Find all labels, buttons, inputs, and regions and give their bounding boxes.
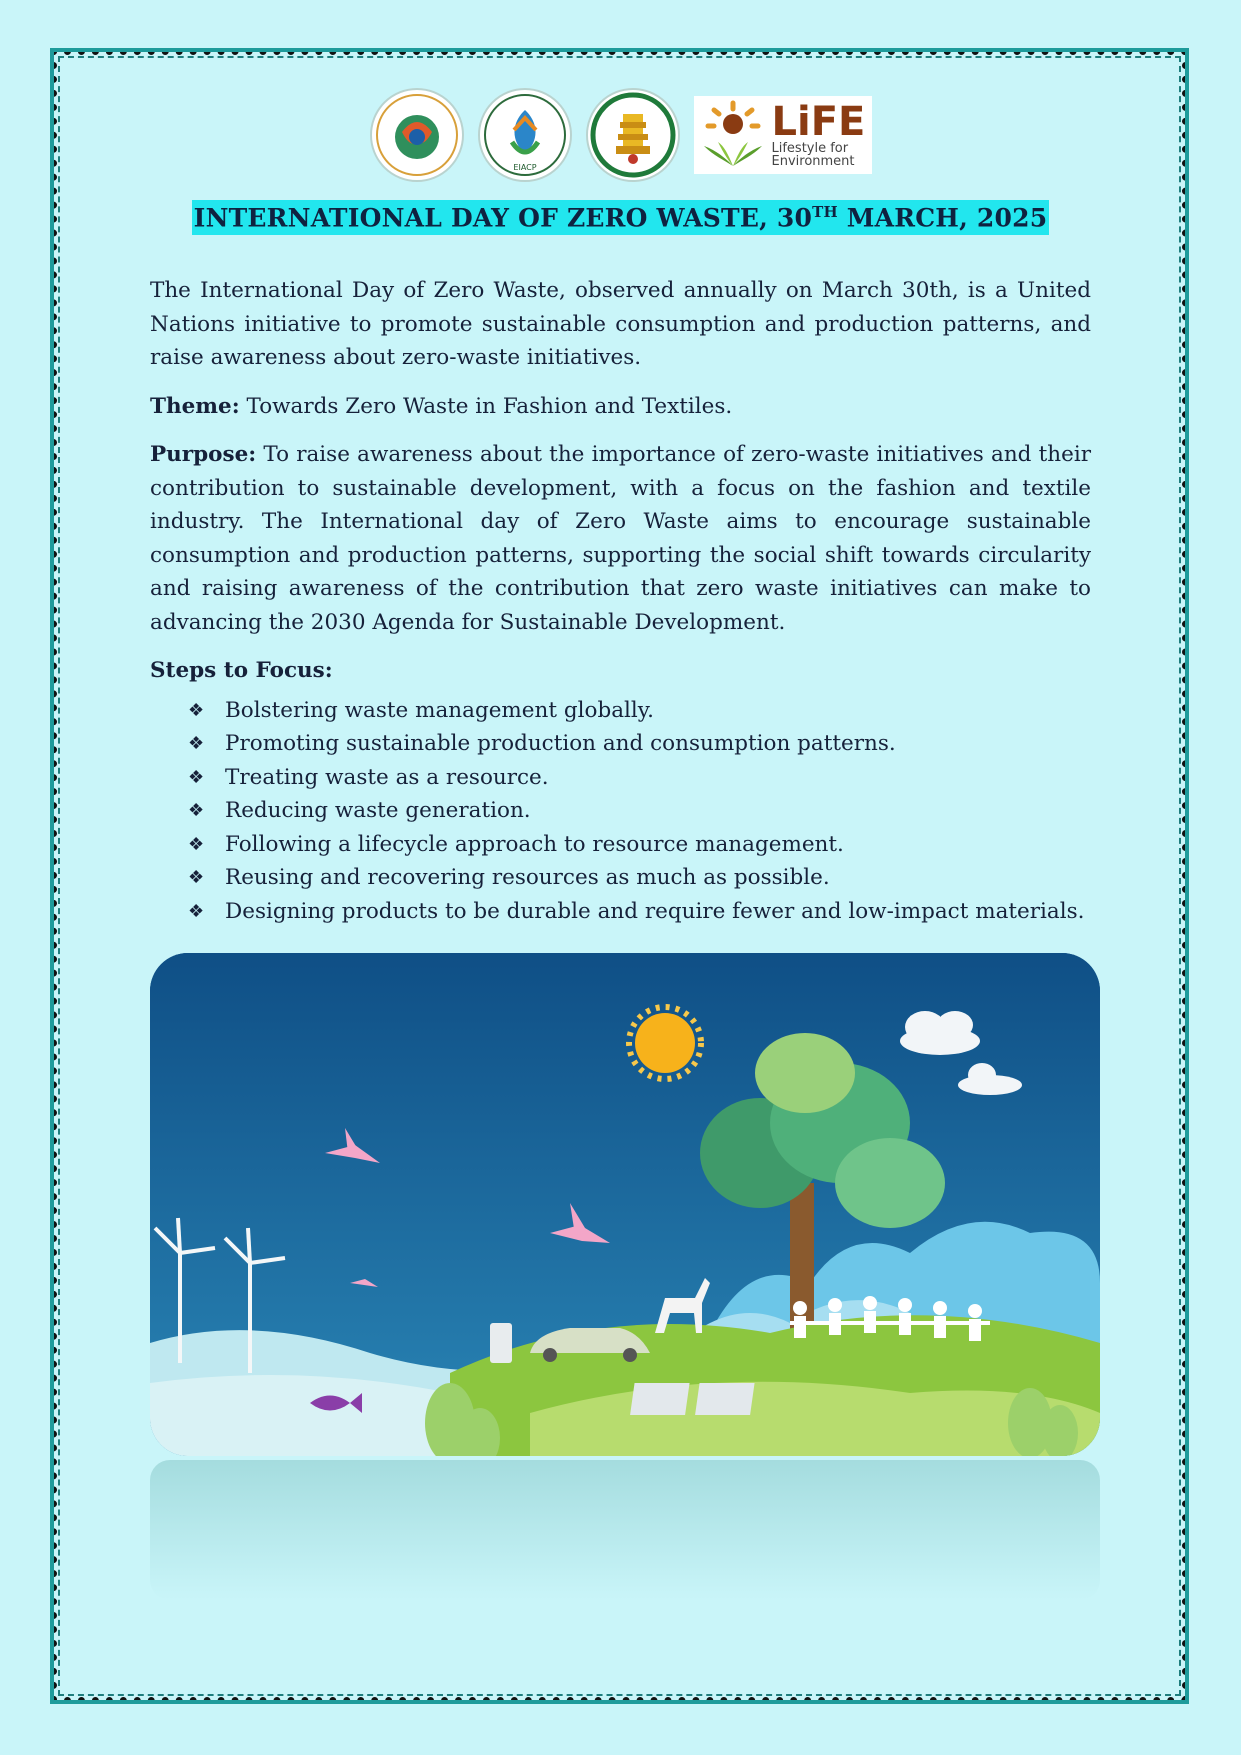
steps-heading: Steps to Focus: <box>150 658 333 683</box>
list-item: ❖ Bolstering waste management globally. <box>188 694 1091 728</box>
list-item: ❖ Reusing and recovering resources as much as possible. <box>188 861 1091 895</box>
list-item: ❖ Treating waste as a resource. <box>188 761 1091 795</box>
life-logo-line1: Lifestyle for <box>771 141 849 156</box>
list-item: ❖ Designing products to be durable and require fewer and low-impact materials. <box>188 895 1091 929</box>
diamond-bullet-icon: ❖ <box>188 766 205 788</box>
theme-paragraph <box>150 390 1091 424</box>
life-logo-line2: Environment <box>771 154 855 169</box>
marine-conservation-seal-icon <box>370 88 464 182</box>
diamond-bullet-icon: ❖ <box>188 867 205 888</box>
life-logo-title: LiFE <box>771 99 866 145</box>
list-item: ❖ Reducing waste generation. <box>188 794 1091 828</box>
purpose-paragraph <box>150 438 1091 639</box>
title-main: INTERNATIONAL DAY OF ZERO WASTE, 30 <box>193 203 813 233</box>
list-item: ❖ Promoting sustainable production and consumption patterns. <box>188 727 1091 761</box>
diamond-bullet-icon: ❖ <box>188 699 205 721</box>
diamond-bullet-icon: ❖ <box>188 900 205 922</box>
title-superscript: TH <box>812 203 838 221</box>
steps-list <box>150 694 1091 929</box>
title-suffix: MARCH, 2025 <box>837 203 1048 233</box>
diamond-bullet-icon: ❖ <box>188 833 205 855</box>
svg-text:EIACP: EIACP <box>512 163 537 172</box>
theme-text: Towards Zero Waste in Fashion and Textiles. <box>239 393 733 419</box>
logo-row <box>0 88 1241 182</box>
page-title-wrap <box>0 200 1241 235</box>
theme-label: Theme: <box>150 393 240 419</box>
intro-paragraph: The International Day of Zero Waste, observed annually on March 30th, is a United Nations initiative to promote sustainable consumption and production patterns, and raise awareness about zero-waste initiatives. <box>150 278 1091 370</box>
list-item: ❖ Following a lifecycle approach to resource management. <box>188 828 1091 862</box>
tamil-nadu-emblem-icon <box>586 88 680 182</box>
life-logo <box>694 96 872 174</box>
diamond-bullet-icon: ❖ <box>188 800 205 821</box>
purpose-text: To raise awareness about the importance of zero-waste initiatives and their contribution to sustainable development, with a focus on the fashion and textile industry. The International day of Zero Waste aims to encourage sustainable consumption and production patterns, supporting the social shift towards circularity and raising awareness of the contribution that zero waste initiatives can make to advancing the 2030 Agenda for Sustainable Development. <box>150 442 1091 635</box>
eiacp-logo-icon <box>478 88 572 182</box>
page-title <box>192 200 1050 235</box>
life-sun-plant-icon <box>700 100 766 170</box>
purpose-label: Purpose: <box>150 442 257 467</box>
illustration-reflection <box>150 1460 1100 1600</box>
diamond-bullet-icon: ❖ <box>188 733 205 754</box>
main-content <box>150 274 1091 928</box>
eco-landscape-illustration <box>150 953 1100 1456</box>
